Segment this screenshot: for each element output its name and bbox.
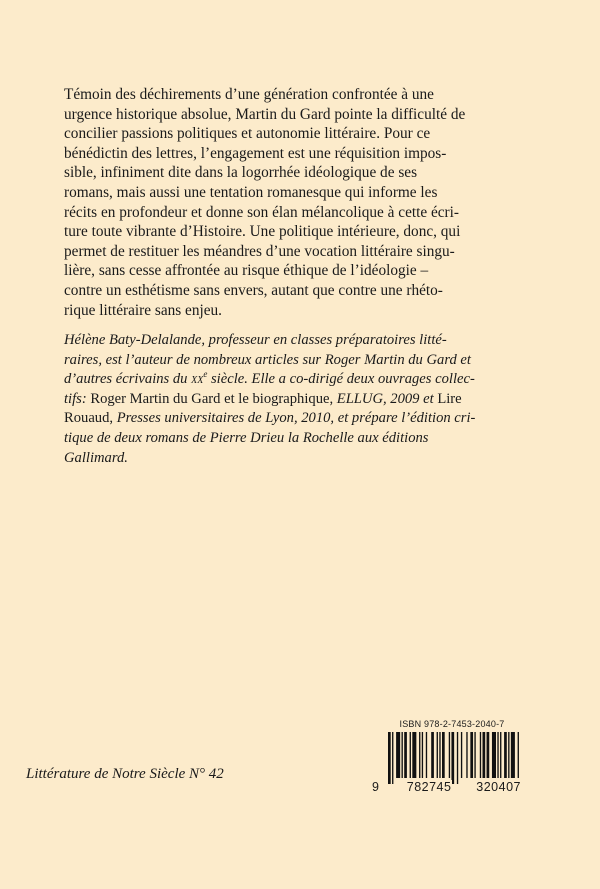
barcode-bar — [461, 732, 462, 778]
century-superscript: e — [203, 369, 208, 380]
barcode-bar — [442, 732, 445, 778]
barcode-bar — [483, 732, 486, 778]
barcode-bar — [439, 732, 440, 778]
bio-line: Rouaud, Presses universitaires de Lyon, 2010, et prépare l’édition cri- — [64, 410, 476, 427]
bio-work-title: Lire — [437, 390, 462, 407]
barcode-bar — [474, 732, 475, 778]
barcode-bar — [449, 732, 450, 778]
barcode-bar — [508, 732, 509, 778]
barcode-bar — [426, 732, 427, 778]
isbn-barcode-block — [372, 719, 522, 794]
bio-work-title: Roger Martin du Gard et le biographique, — [90, 390, 334, 407]
bio-line: tique de deux romans de Pierre Drieu la Rochelle aux éditions — [64, 429, 429, 446]
book-summary — [64, 85, 538, 320]
summary-line: rique littéraire sans enjeu. — [64, 301, 223, 319]
summary-line: permet de restituer les méandres d’une vocation littéraire singu- — [64, 242, 455, 260]
barcode-bar — [404, 732, 407, 778]
barcode-bar — [518, 732, 519, 778]
barcode-bars — [372, 732, 522, 784]
bio-line: Hélène Baty-Delalande, professeur en classes préparatoires litté- — [64, 332, 447, 348]
author-bio — [64, 331, 538, 468]
barcode — [372, 732, 522, 794]
bio-line: raires, est l’auteur de nombreux articles sur Roger Martin du Gard et — [64, 351, 471, 368]
summary-line: sible, infiniment dite dans la logorrhée idéologique de ses — [64, 164, 418, 182]
barcode-bar — [410, 732, 411, 778]
barcode-bar — [480, 732, 481, 778]
barcode-bar — [487, 732, 490, 778]
barcode-first-digit: 9 — [372, 780, 379, 794]
barcode-bar — [511, 732, 515, 778]
bio-line: tifs: Roger Martin du Gard et le biographique, ELLUG, 2009 et Lire — [64, 390, 462, 407]
barcode-bar — [466, 732, 467, 778]
barcode-bar — [457, 732, 458, 784]
barcode-bar — [492, 732, 496, 778]
barcode-bar — [388, 732, 391, 784]
summary-line: ture toute vibrante d’Histoire. Une politique intérieure, donc, qui — [64, 223, 461, 241]
bio-line: d’autres écrivains du $xx^e$ siècle. Elle a co-dirigé deux ouvrages collec- — [64, 369, 475, 388]
barcode-bar — [419, 732, 420, 778]
barcode-bar — [431, 732, 434, 778]
bio-line: Gallimard. — [64, 449, 128, 466]
summary-line: Témoin des déchirements d’une génération confrontée à une — [64, 86, 434, 103]
century-numeral: xx — [191, 371, 204, 388]
summary-line: contre un esthétisme sans envers, autant que contre une rhéto- — [64, 281, 443, 299]
barcode-bar — [422, 732, 423, 778]
barcode-right-group: 320407 — [476, 780, 521, 794]
summary-line: lière, sans cesse affrontée au risque éthique de l’idéologie – — [64, 262, 429, 280]
summary-line: romans, mais aussi une tentation romanesque qui informe les — [64, 183, 438, 201]
barcode-left-group: 782745 — [406, 780, 452, 794]
isbn-label: ISBN 978-2-7453-2040-7 — [399, 719, 505, 729]
summary-line: concilier passions politiques et autonomie littéraire. Pour ce — [64, 125, 431, 143]
barcode-digits — [372, 780, 522, 794]
barcode-bar — [497, 732, 498, 778]
summary-line: bénédictin des lettres, l’engagement est une réquisition impos- — [64, 144, 447, 162]
barcode-bar — [504, 732, 507, 778]
summary-line: urgence historique absolue, Martin du Gard pointe la difficulté de — [64, 105, 466, 123]
barcode-bar — [402, 732, 403, 778]
barcode-bar — [396, 732, 400, 778]
summary-line: récits en profondeur et donne son élan mélancolique à cette écri- — [64, 203, 459, 221]
barcode-bar — [392, 732, 393, 784]
barcode-bar — [437, 732, 438, 778]
barcode-bar — [412, 732, 416, 778]
bio-work-title: Rouaud, — [64, 410, 114, 427]
barcode-bar — [470, 732, 473, 778]
barcode-bar — [451, 732, 454, 784]
barcode-bar — [500, 732, 501, 778]
series-title: Littérature de Notre Siècle N° 42 — [26, 766, 224, 782]
